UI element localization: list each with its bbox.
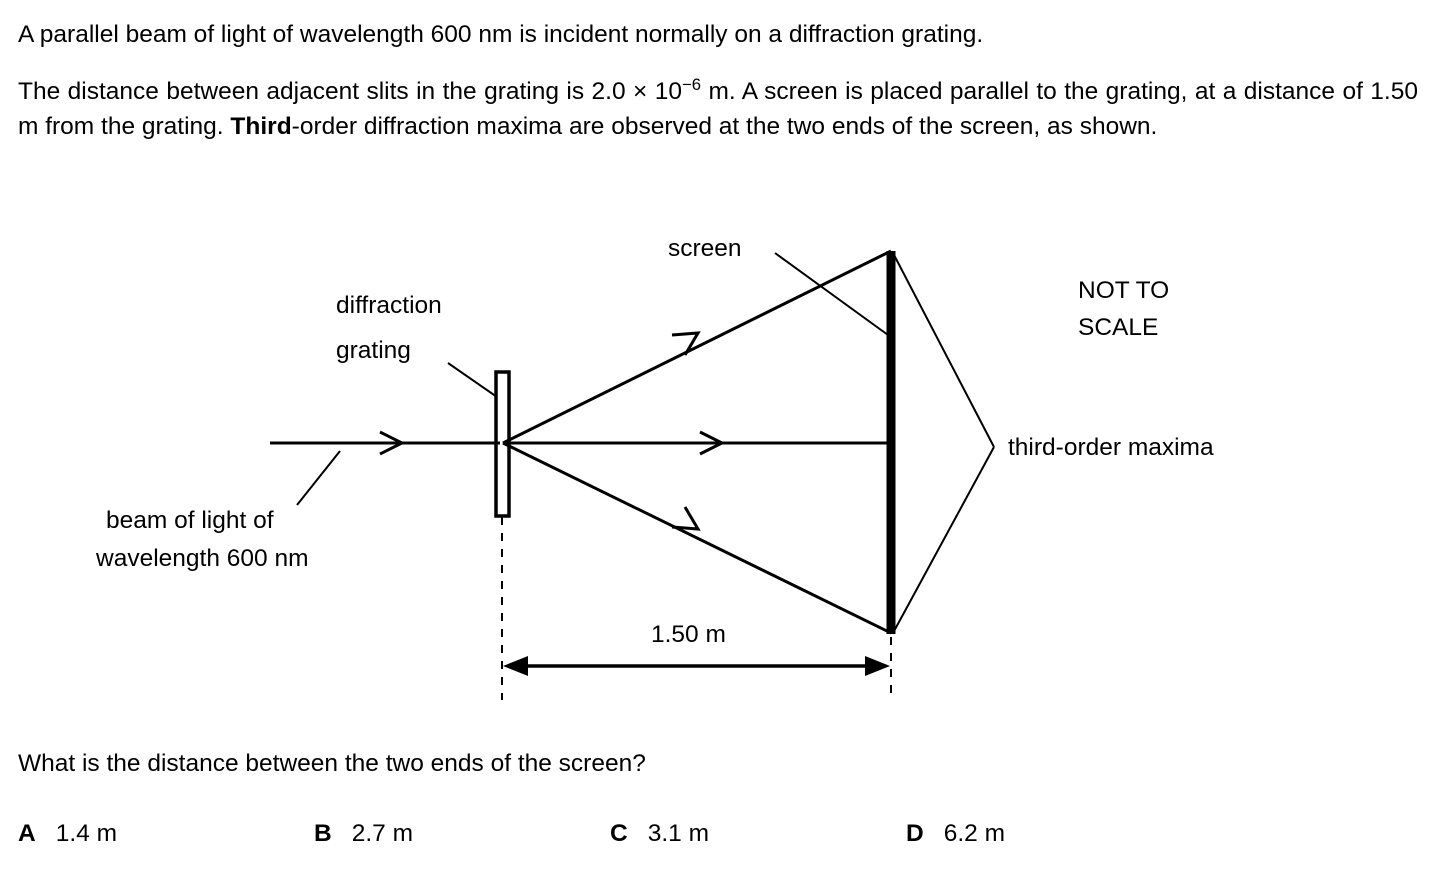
stem-body-part2: m. A screen is placed parallel to the grating, at a distance of 1.50 m from the grating. xyxy=(18,77,1418,140)
beam-leader-line xyxy=(297,451,340,505)
grating-label: grating xyxy=(336,337,411,364)
stem-intro-paragraph: A parallel beam of light of wavelength 600 nm is incident normally on a diffraction grating. xyxy=(18,21,984,48)
question-stem xyxy=(18,18,1418,166)
beam-label-line2: wavelength 600 nm xyxy=(96,545,309,572)
screen-leader-line xyxy=(775,253,888,335)
diffraction-label: diffraction xyxy=(336,292,442,319)
not-to-scale-line2: SCALE xyxy=(1078,314,1159,341)
option-b-value: 2.7 m xyxy=(351,820,413,847)
upper-third-order-ray xyxy=(503,251,891,443)
stem-body-exponent: −6 xyxy=(682,74,702,94)
option-c-letter: C xyxy=(610,820,628,847)
third-order-leader-lower xyxy=(893,447,994,633)
beam-label-line1: beam of light of xyxy=(106,507,274,534)
diffraction-grating-diagram xyxy=(0,225,1434,725)
option-d-letter: D xyxy=(906,820,924,847)
question-prompt: What is the distance between the two ends of the screen? xyxy=(18,750,646,777)
third-order-leader-upper xyxy=(893,253,994,447)
stem-body-paragraph xyxy=(18,75,1418,145)
distance-arrowhead-right xyxy=(865,656,890,676)
option-b[interactable] xyxy=(314,820,413,848)
distance-label: 1.50 m xyxy=(651,621,726,648)
screen-label: screen xyxy=(668,235,742,262)
grating-leader-line xyxy=(448,363,497,397)
lower-ray-arrow xyxy=(672,507,698,529)
option-b-letter: B xyxy=(314,820,332,847)
stem-body-part3: -order diffraction maxima are observed at the two ends of the screen, as shown. xyxy=(291,112,1158,140)
option-c-value: 3.1 m xyxy=(647,820,709,847)
option-d[interactable] xyxy=(906,820,1005,848)
option-a[interactable] xyxy=(18,820,117,848)
lower-third-order-ray xyxy=(503,443,891,633)
third-order-maxima-label: third-order maxima xyxy=(1008,434,1214,461)
stem-body-bold: Third xyxy=(230,112,292,140)
distance-arrowhead-left xyxy=(503,656,528,676)
option-a-letter: A xyxy=(18,820,36,847)
option-a-value: 1.4 m xyxy=(55,820,117,847)
stem-body-part1: The distance between adjacent slits in the grating is 2.0 × 10 xyxy=(18,77,683,105)
option-c[interactable] xyxy=(610,820,709,848)
not-to-scale-line1: NOT TO xyxy=(1078,277,1170,304)
option-d-value: 6.2 m xyxy=(943,820,1005,847)
